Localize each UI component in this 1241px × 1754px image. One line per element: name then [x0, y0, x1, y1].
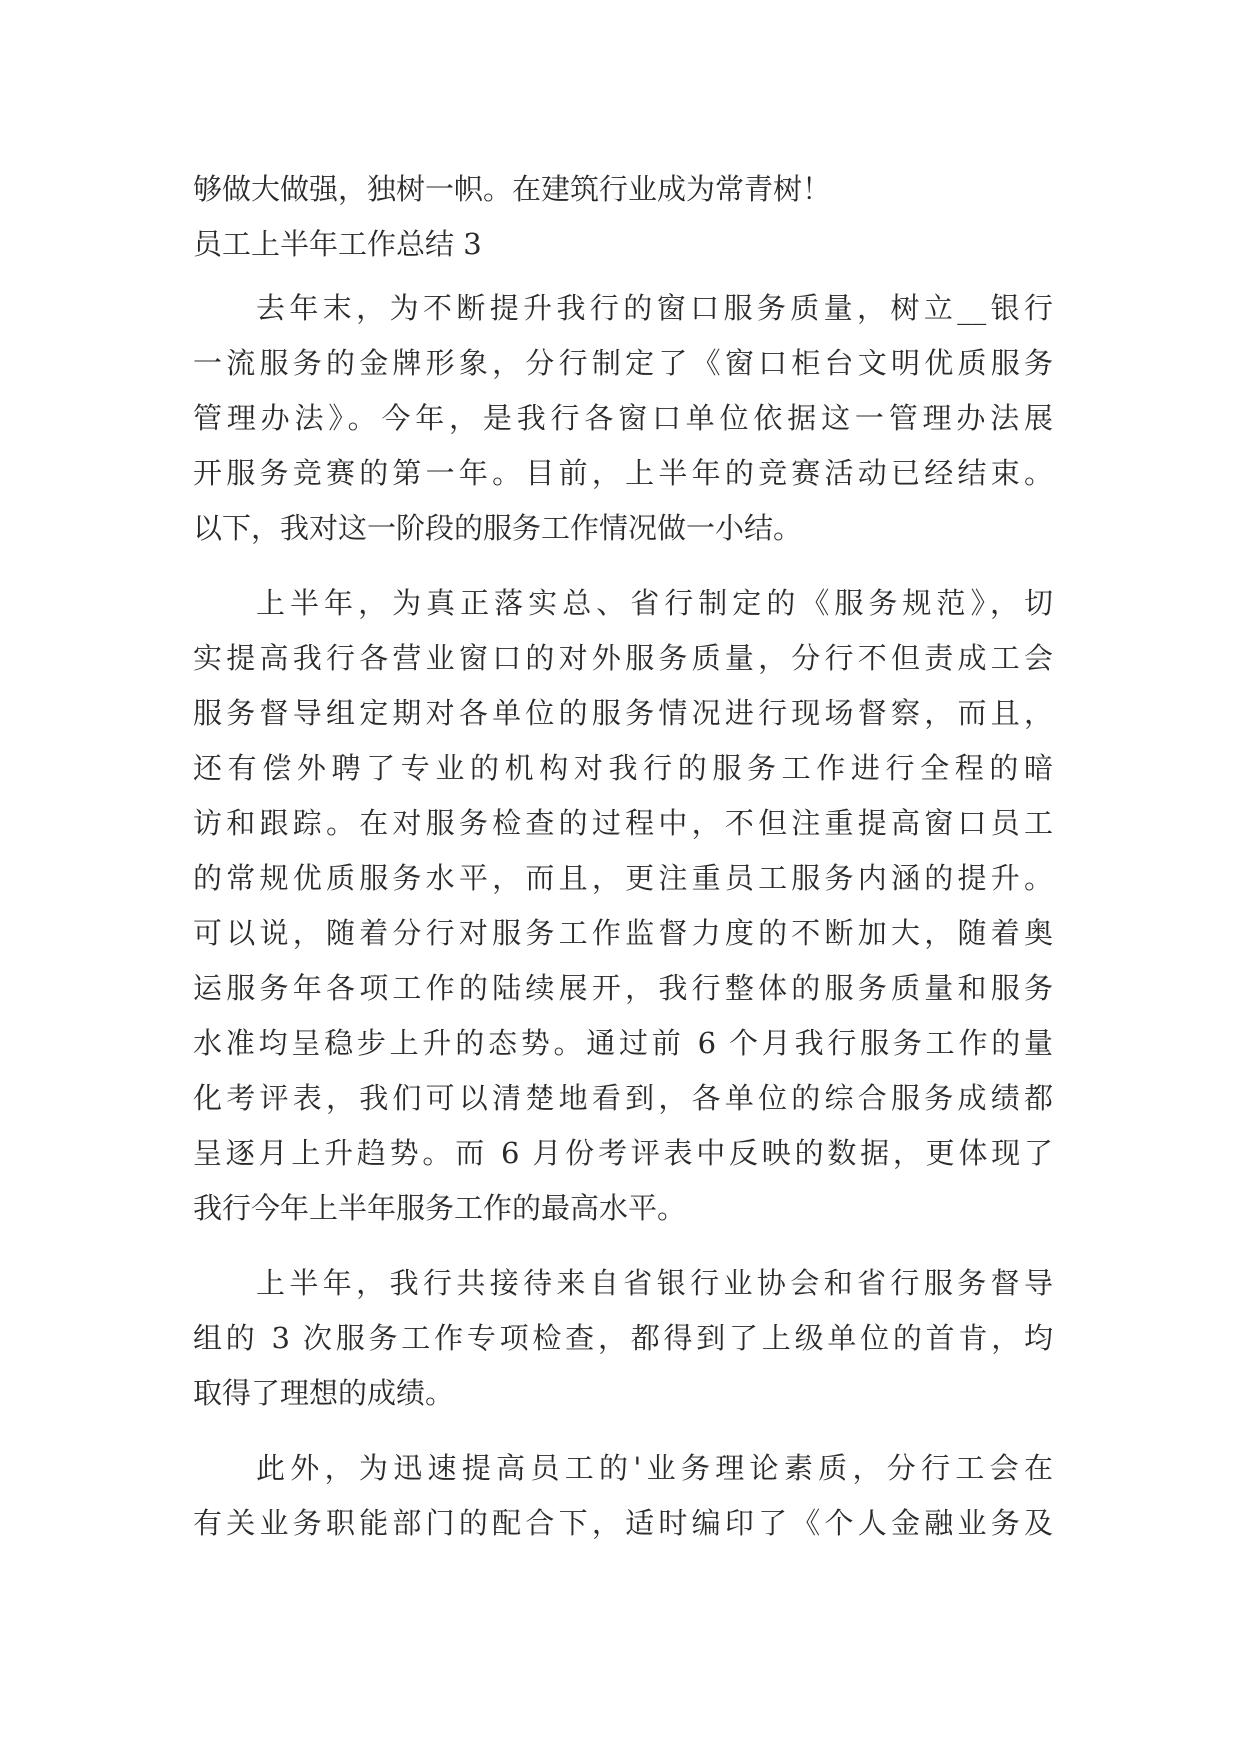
paragraph-line: 取得了理想的成绩。: [193, 1376, 455, 1410]
section-heading: 员工上半年工作总结 3: [193, 227, 482, 261]
paragraph-line: 水准均呈稳步上升的态势。通过前 6 个月我行服务工作的量: [193, 1026, 1053, 1060]
paragraph-line: 服务督导组定期对各单位的服务情况进行现场督察，而且，: [193, 696, 1053, 730]
continuation-line: 够做大做强，独树一帜。在建筑行业成为常青树！: [193, 172, 832, 206]
paragraph-3: [193, 1256, 1053, 1421]
document-body: [193, 162, 1053, 1551]
paragraph-4: [193, 1441, 1053, 1551]
paragraph-line: 此外，为迅速提高员工的'业务理论素质，分行工会在: [256, 1451, 1053, 1485]
paragraph-1: [193, 281, 1053, 556]
paragraph-line: 管理办法》。今年，是我行各窗口单位依据这一管理办法展: [193, 401, 1053, 435]
paragraph-line: 的常规优质服务水平，而且，更注重员工服务内涵的提升。: [193, 861, 1053, 895]
paragraph-line: 实提高我行各营业窗口的对外服务质量，分行不但责成工会: [193, 641, 1053, 675]
paragraph-line: 化考评表，我们可以清楚地看到，各单位的综合服务成绩都: [193, 1081, 1053, 1115]
paragraph-line: 有关业务职能部门的配合下，适时编印了《个人金融业务及: [193, 1506, 1053, 1540]
paragraph-line: 组的 3 次服务工作专项检查，都得到了上级单位的首肯，均: [193, 1321, 1053, 1355]
paragraph-line: 运服务年各项工作的陆续展开，我行整体的服务质量和服务: [193, 971, 1053, 1005]
paragraph-2: [193, 576, 1053, 1236]
paragraph-line: 开服务竞赛的第一年。目前，上半年的竞赛活动已经结束。: [193, 456, 1053, 490]
paragraph-line: 上半年，我行共接待来自省银行业协会和省行服务督导: [256, 1266, 1053, 1300]
paragraph-line: 可以说，随着分行对服务工作监督力度的不断加大，随着奥: [193, 916, 1053, 950]
paragraph-line: 上半年，为真正落实总、省行制定的《服务规范》，切: [256, 586, 1053, 620]
paragraph-line: 还有偿外聘了专业的机构对我行的服务工作进行全程的暗: [193, 751, 1053, 785]
paragraph-line: 去年末，为不断提升我行的窗口服务质量，树立__银行: [256, 291, 1053, 325]
paragraph-line: 我行今年上半年服务工作的最高水平。: [193, 1191, 687, 1225]
paragraph-line: 一流服务的金牌形象，分行制定了《窗口柜台文明优质服务: [193, 346, 1053, 380]
paragraph-line: 访和跟踪。在对服务检查的过程中，不但注重提高窗口员工: [193, 806, 1053, 840]
paragraph-line: 呈逐月上升趋势。而 6 月份考评表中反映的数据，更体现了: [193, 1136, 1053, 1170]
paragraph-line: 以下，我对这一阶段的服务工作情况做一小结。: [193, 511, 803, 545]
